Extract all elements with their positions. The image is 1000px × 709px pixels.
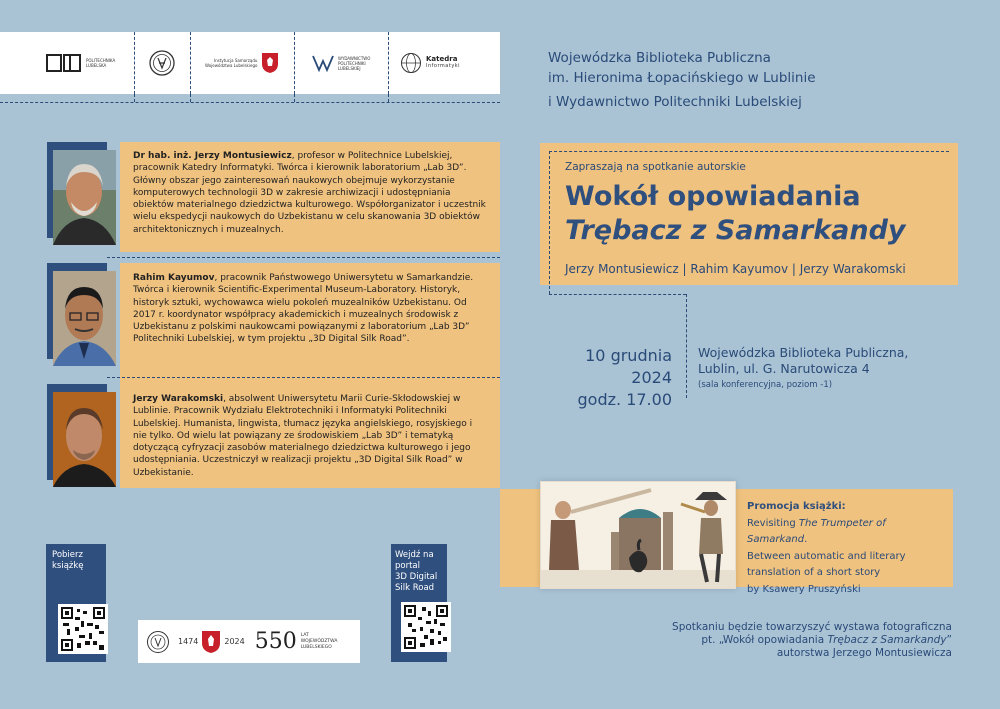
qr-code-icon	[61, 607, 105, 651]
guide-line	[0, 102, 500, 103]
guide-line	[549, 294, 686, 295]
promo-text	[747, 499, 947, 598]
portrait-photo-icon	[53, 392, 116, 487]
samorzad-text-1: Instytucja Samorządu	[213, 58, 258, 63]
wydawnictwo-text-2: POLITECHNIKI	[338, 60, 366, 66]
politechnika-name-2: LUBELSKA	[86, 63, 107, 68]
portal-label: Wejdź na portal 3D Digital Silk Road	[395, 550, 438, 593]
portrait-photo-icon	[53, 271, 116, 366]
anniversary-logo	[138, 620, 360, 663]
promo-heading: Promocja książki:	[747, 501, 846, 512]
promo-line-4: by Ksawery Pruszyński	[747, 583, 861, 595]
qr-code-icon	[404, 605, 448, 649]
trumpeter-illustration-icon	[541, 482, 735, 588]
anniv-year-start: 1474	[178, 637, 199, 646]
event-authors: Jerzy Montusiewicz | Rahim Kayumov | Jerzy Warakomski	[565, 262, 906, 276]
download-label: Pobierz książkę	[52, 550, 84, 571]
promo-line-3: translation of a short story	[747, 567, 881, 578]
politechnika-name-1: POLITECHNIKA	[86, 58, 116, 63]
download-qr-code[interactable]	[58, 604, 108, 654]
deer-shield-icon	[261, 52, 279, 74]
exhibit-line-3: autorstwa Jerzego Montusiewicza	[776, 647, 952, 660]
library-seal-logo	[148, 40, 176, 86]
place-line-1: Wojewódzka Biblioteka Publiczna,	[698, 345, 909, 360]
guide-line	[190, 94, 191, 102]
logo-divider	[388, 32, 389, 94]
samorzad-logo	[205, 40, 279, 86]
invite-text: Zapraszają na spotkanie autorskie	[565, 161, 746, 173]
photo-jerzy-warakomski	[53, 392, 116, 487]
guide-line	[134, 94, 135, 102]
library-seal-icon	[146, 630, 170, 654]
place-line-2: Lublin, ul. G. Narutowicza 4	[698, 361, 870, 376]
event-place	[698, 345, 908, 393]
promo-line-2: Between automatic and literary	[747, 550, 906, 562]
wydawnictwo-text-1: WYDAWNICTWO	[338, 55, 371, 61]
anniv-number: 550	[254, 629, 297, 654]
library-seal-icon	[148, 49, 176, 77]
katedra-logo	[400, 40, 460, 86]
guide-line	[294, 94, 295, 102]
guide-line	[388, 94, 389, 102]
trumpeter-illustration	[540, 481, 736, 589]
card-border-left	[549, 151, 550, 294]
anniv-year-end: 2024	[224, 637, 245, 646]
bio-name: Rahim Kayumov	[133, 273, 215, 283]
bio-text: , pracownik Państwowego Uniwersytetu w Samarkandzie. Twórca i kierownik Scientific-Experimental Museum-Laboratory. Historyk, historyk sztuki, wychowawca wielu pokoleń muzealników Uzbekistanu. Od 2017 r. koordynator współpracy akademickich i muzealnych środowisk z Uzbekistanu z polskimi naukowcami powiązanymi z laboratorium „Lab 3D” Politechniki Lubelskiej, w tym projektu „3D Digital Silk Road”.	[133, 273, 474, 345]
logo-divider	[134, 32, 135, 94]
bio-card-warakomski	[120, 380, 500, 488]
bio-text: , absolwent Uniwersytetu Marii Curie-Skłodowskiej w Lublinie. Pracownik Wydziału Elektrotechniki i Informatyki Politechniki Lubelskiej. Humanista, lingwista, tłumacz języka angielskiego, rosyjskiego i nie tylko. Od wielu lat powiązany ze środowiskiem „Lab 3D” i tematyką dotyczącą cyfryzacji zasobów materialnego dziedzictwa kulturowego i jego udostępniania. Uczestniczył w realizacji projektu „3D Digital Silk Road” w Uzbekistanie.	[133, 394, 473, 478]
promo-line-1: Revisiting The Trumpeter of Samarkand.	[747, 517, 886, 545]
place-line-3: (sala konferencyjna, poziom -1)	[698, 380, 833, 390]
wydawnictwo-mark-icon	[312, 54, 334, 72]
photo-jerzy-montusiewicz	[53, 150, 116, 245]
katedra-text-1: Katedra	[426, 55, 458, 63]
photo-rahim-kayumov	[53, 271, 116, 366]
logo-divider	[190, 32, 191, 94]
event-title-line-1: Wokół opowiadania	[565, 181, 861, 212]
portal-qr-code[interactable]	[401, 602, 451, 652]
logo-strip	[0, 32, 500, 94]
politechnika-mark-icon	[46, 52, 82, 74]
exhibit-line-1: Spotkaniu będzie towarzyszyć wystawa fotograficzna	[672, 621, 952, 633]
wydawnictwo-logo	[312, 40, 370, 86]
bio-card-montusiewicz	[120, 142, 500, 252]
samorzad-text-2: Województwa Lubelskiego	[205, 63, 258, 68]
bio-name: Jerzy Warakomski	[133, 394, 224, 404]
event-date: 10 grudnia 2024	[585, 346, 672, 387]
organizer-line-3: i Wydawnictwo Politechniki Lubelskiej	[548, 94, 802, 110]
organizer-line-1: Wojewódzka Biblioteka Publiczna	[548, 50, 771, 66]
bio-name: Dr hab. inż. Jerzy Montusiewicz	[133, 151, 292, 161]
politechnika-lubelska-logo	[46, 40, 115, 86]
katedra-globe-icon	[400, 52, 422, 74]
anniv-lat: LAT	[300, 632, 309, 638]
guide-line	[686, 294, 687, 398]
katedra-text-2: Informatyki	[426, 63, 461, 69]
event-time: godz. 17.00	[577, 390, 672, 409]
guide-line	[107, 377, 500, 378]
exhibition-note	[620, 621, 952, 661]
portrait-photo-icon	[53, 150, 116, 245]
bio-card-kayumov	[120, 263, 500, 380]
card-border-top	[549, 151, 949, 152]
guide-line	[107, 257, 500, 258]
logo-divider	[294, 32, 295, 94]
event-title-line-2: Trębacz z Samarkandy	[565, 215, 906, 246]
anniv-woj: WOJEWÓDZTWA	[300, 638, 338, 644]
exhibit-line-2: pt. „Wokół opowiadania Trębacz z Samarkandy”	[701, 634, 952, 647]
event-date-time	[540, 345, 672, 411]
anniv-lub: LUBELSKIEGO	[300, 644, 332, 650]
organizer-line-2: im. Hieronima Łopacińskiego w Lublinie	[548, 70, 816, 86]
organizer-header	[548, 48, 816, 112]
deer-shield-icon	[201, 630, 221, 654]
wydawnictwo-text-3: LUBELSKIEJ	[338, 65, 361, 71]
bio-text: , profesor w Politechnice Lubelskiej, pracownik Katedry Informatyki. Twórca i kierownik laboratorium „Lab 3D”. Główny obszar jego zainteresowań naukowych obejmuje wykorzystanie komputerowych technologii 3D w zakresie archiwizacji i udostępniania obiektów materialnego dziedzictwa kulturowego. Współorganizator i uczestnik wielu ekspedycji naukowych do Uzbekistanu w celu skanowania 3D obiektów architektonicznych i muzealnych.	[133, 151, 486, 235]
